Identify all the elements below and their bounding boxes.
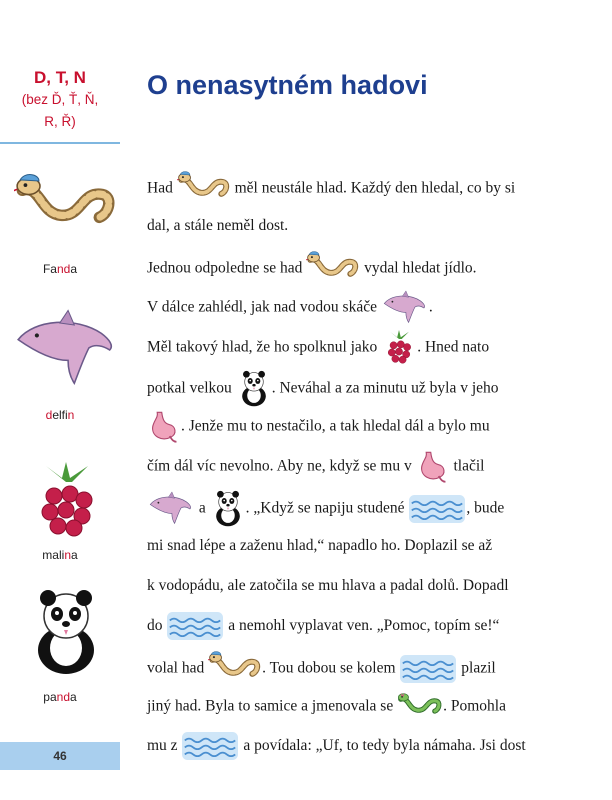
story-line	[147, 650, 587, 690]
green-snake-icon	[397, 690, 443, 724]
story-text-span: V dálce zahlédl, jak nad vodou skáče	[147, 298, 377, 316]
story-text-span: měl neustále hlad. Každý den hledal, co by si	[234, 179, 516, 197]
snake-fanda-image	[14, 168, 118, 248]
story-line	[147, 690, 587, 730]
story-text-span: volal had	[147, 659, 205, 677]
story-text-span: Had	[147, 179, 173, 197]
story-text-span: a nemohl vyplavat ven. „Pomoc, topím se!“	[228, 617, 500, 634]
sidebar-label-malina: malina	[42, 548, 78, 562]
story-line	[147, 450, 587, 490]
story-text-span: mi snad lépe a zaženu hlad,“ napadlo ho. Doplazil se až	[147, 537, 493, 554]
story-text-span: Měl takový hlad, že ho spolknul jako	[147, 338, 378, 356]
raspberry-image	[14, 462, 118, 542]
story-text-span: , bude	[466, 499, 505, 517]
raspberry-icon	[381, 330, 417, 366]
story-text-span: do	[147, 617, 163, 634]
story-line	[147, 290, 587, 330]
story-text-span: Jednou odpoledne se had	[147, 259, 303, 277]
stomach-icon	[147, 410, 181, 444]
story-text-span: . „Když se napiju studené	[245, 499, 405, 517]
dolphin-icon	[147, 491, 195, 527]
story-line	[147, 530, 587, 570]
story-text-span: a povídala: „Uf, to tedy byla námaha. Jsi dost	[243, 737, 526, 754]
story-line	[147, 570, 587, 610]
story-text-span: dal, a stále neměl dost.	[147, 217, 289, 234]
story-line	[147, 250, 587, 290]
story-line	[147, 170, 587, 210]
story-text-span: . Jenže mu to nestačilo, a tak hledal dál a bylo mu	[181, 417, 490, 435]
letters-subtitle-line1: (bez Ď, Ť, Ň,	[21, 92, 99, 107]
story-text-span: vydal hledat jídlo.	[364, 259, 477, 277]
story-text-span: . Neváhal a za minutu už byla v jeho	[271, 379, 499, 397]
story-text-span: . Hned nato	[417, 338, 490, 356]
sidebar-header	[0, 68, 120, 132]
water-icon	[166, 612, 224, 640]
snake-icon	[208, 650, 262, 688]
water-icon	[181, 732, 239, 760]
page-number: 46	[0, 742, 120, 770]
story-text	[147, 170, 587, 770]
story-text-span: . Pomohla	[443, 697, 506, 715]
water-icon	[399, 655, 457, 683]
story-line	[147, 370, 587, 410]
page-title: O nenasytném hadovi	[147, 70, 428, 100]
story-text-span: plazil	[461, 659, 496, 677]
letters-subtitle-line2: R, Ř)	[44, 114, 76, 129]
snake-icon	[306, 250, 360, 288]
dolphin-icon	[381, 290, 429, 326]
sidebar-label-delfin: delfin	[45, 408, 75, 422]
story-line	[147, 210, 587, 250]
panda-icon	[236, 370, 272, 408]
story-text-span: .	[428, 298, 433, 316]
water-icon	[408, 495, 466, 523]
story-text-span: čím dál víc nevolno. Aby ne, když se mu v	[147, 457, 412, 475]
story-text-span: k vodopádu, ale zatočila se mu hlava a padal dolů. Dopadl	[147, 577, 509, 594]
story-text-span: tlačil	[453, 457, 485, 475]
story-text-span: mu z	[147, 737, 178, 754]
story-line	[147, 610, 587, 650]
sidebar-divider	[0, 142, 120, 144]
story-line	[147, 410, 587, 450]
snake-icon	[177, 170, 231, 208]
story-line	[147, 730, 587, 770]
panda-icon	[210, 490, 246, 528]
stomach-icon	[416, 450, 450, 484]
panda-image	[14, 588, 118, 678]
story-line	[147, 330, 587, 370]
story-text-span: jiný had. Byla to samice a jmenovala se	[147, 697, 394, 715]
story-text-span: a	[198, 499, 206, 517]
sidebar-label-fanda: Fanda	[42, 262, 78, 276]
sidebar-label-panda: panda	[43, 690, 77, 704]
dolphin-image	[14, 302, 118, 398]
story-text-span: potkal velkou	[147, 379, 232, 397]
story-text-span: . Tou dobou se kolem	[262, 659, 396, 677]
story-line	[147, 490, 587, 530]
letters-heading: D, T, N	[34, 68, 86, 87]
